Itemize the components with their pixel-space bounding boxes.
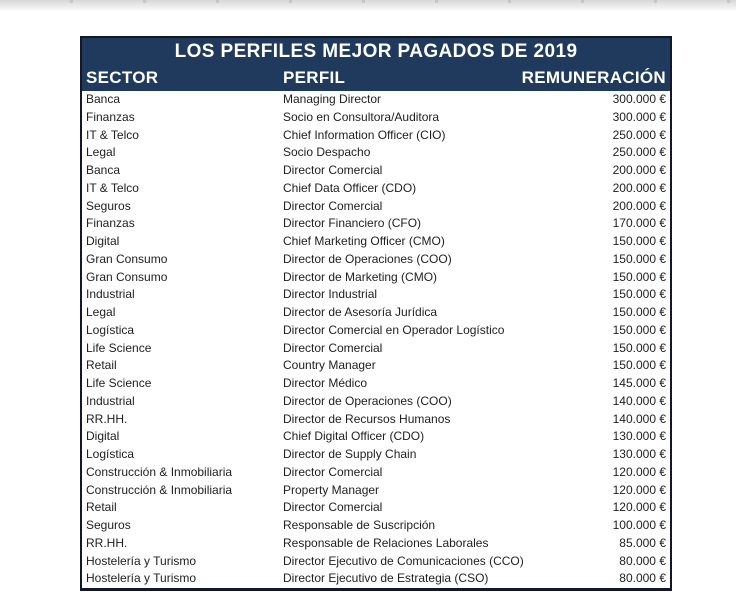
sector-cell: Logística [86,322,135,337]
perfil-cell: Country Manager [283,358,376,373]
perfil-cell: Director de Recursos Humanos [283,411,451,426]
table-row [82,198,670,216]
perfil-cell: Director Ejecutivo de Estrategia (CSO) [283,571,489,586]
perfil-cell: Chief Information Officer (CIO) [283,127,446,142]
remuneration-cell: 85.000 € [619,535,666,550]
table-row [82,233,670,251]
remuneration-cell: 120.000 € [612,500,666,515]
remuneration-cell: 150.000 € [612,340,666,355]
sector-cell: Seguros [86,198,131,213]
remuneration-cell: 170.000 € [612,216,666,231]
perfil-cell: Property Manager [283,482,380,497]
table-row [82,446,670,464]
perfil-cell: Director Financiero (CFO) [283,216,422,231]
perfil-cell: Socio Despacho [283,145,371,160]
remuneration-cell: 130.000 € [612,429,666,444]
table-row [82,162,670,180]
sector-cell: IT & Telco [86,180,139,195]
table-row [82,109,670,127]
perfil-cell: Chief Digital Officer (CDO) [283,429,425,444]
table-row [82,127,670,145]
sector-cell: Finanzas [86,109,135,124]
sector-cell: Life Science [86,376,152,390]
sector-cell: Retail [86,358,117,373]
remuneration-cell: 250.000 € [612,127,666,142]
remuneration-cell: 120.000 € [612,464,666,479]
remuneration-cell: 100.000 € [612,518,666,532]
sector-cell: Gran Consumo [86,269,168,284]
perfil-cell: Managing Director [283,92,382,106]
sector-cell: Seguros [86,518,131,532]
remuneration-cell: 80.000 € [619,571,666,586]
table-row [82,144,670,162]
table-row [82,251,670,269]
table-row [82,517,670,535]
perfil-cell: Director de Operaciones (COO) [283,251,452,266]
sector-cell: Industrial [86,393,135,408]
salary-table [80,36,672,591]
remuneration-cell: 200.000 € [612,180,666,195]
remuneration-cell: 150.000 € [612,269,666,284]
table-row [82,464,670,482]
sector-cell: Legal [86,145,116,160]
sector-cell: Logística [86,447,135,461]
table-row [82,322,670,340]
sector-cell: Banca [86,92,121,106]
perfil-cell: Director de Marketing (CMO) [283,269,438,284]
remuneration-cell: 140.000 € [612,411,666,426]
perfil-cell: Director Comercial en Operador Logístico [283,322,505,337]
perfil-cell: Director Comercial [283,500,383,515]
sector-cell: Construcción & Inmobiliaria [86,464,233,479]
sector-cell: Banca [86,163,121,177]
sector-cell: Industrial [86,287,135,302]
table-row [82,411,670,429]
table-row [82,375,670,393]
perfil-cell: Chief Data Officer (CDO) [283,180,417,195]
sector-cell: Digital [86,234,120,248]
remuneration-cell: 145.000 € [612,376,666,390]
remuneration-cell: 150.000 € [612,234,666,248]
perfil-cell: Director Médico [283,376,368,390]
sector-cell: Gran Consumo [86,251,168,266]
table-row [82,428,670,446]
sector-cell: RR.HH. [86,411,128,426]
remuneration-cell: 150.000 € [612,305,666,319]
perfil-cell: Responsable de Suscripción [283,518,436,532]
perfil-cell: Director Comercial [283,198,383,213]
perfil-cell: Director Comercial [283,163,383,177]
table-row [82,215,670,233]
remuneration-cell: 200.000 € [612,163,666,177]
column-header-perfil: PERFIL [283,67,346,87]
remuneration-cell: 150.000 € [612,322,666,337]
remuneration-cell: 150.000 € [612,358,666,373]
table-row [82,91,670,109]
perfil-cell: Chief Marketing Officer (CMO) [283,234,445,248]
table-row [82,180,670,198]
remuneration-cell: 150.000 € [612,287,666,302]
table-row [82,535,670,553]
table-row [82,340,670,358]
table-row [82,286,670,304]
perfil-cell: Director de Asesoría Jurídica [283,305,438,319]
sector-cell: Construcción & Inmobiliaria [86,482,233,497]
table-row [82,304,670,322]
perfil-cell: Director Comercial [283,464,383,479]
sector-cell: Hostelería y Turismo [86,553,197,568]
remuneration-cell: 200.000 € [612,198,666,213]
remuneration-cell: 150.000 € [612,251,666,266]
table-row [82,357,670,375]
sector-cell: Life Science [86,340,152,355]
sector-cell: Hostelería y Turismo [86,571,197,586]
sector-cell: Digital [86,429,120,444]
sector-cell: Retail [86,500,117,515]
table-body [82,91,670,588]
column-header-sector: SECTOR [86,67,159,87]
column-header-remuneracion: REMUNERACIÓN [521,67,666,87]
remuneration-cell: 300.000 € [612,109,666,124]
remuneration-cell: 250.000 € [612,145,666,160]
perfil-cell: Director Comercial [283,340,383,355]
sector-cell: IT & Telco [86,127,139,142]
remuneration-cell: 120.000 € [612,482,666,497]
table-row [82,570,670,588]
remuneration-cell: 80.000 € [619,553,666,568]
perfil-cell: Director de Supply Chain [283,447,417,461]
sector-cell: Finanzas [86,216,135,231]
perfil-cell: Responsable de Relaciones Laborales [283,535,489,550]
table-row [82,269,670,287]
table-row [82,393,670,411]
sector-cell: RR.HH. [86,535,128,550]
table-header-row [82,64,670,91]
table-row [82,553,670,571]
remuneration-cell: 140.000 € [612,393,666,408]
table-title: LOS PERFILES MEJOR PAGADOS DE 2019 [82,38,670,64]
perfil-cell: Director Ejecutivo de Comunicaciones (CCO) [283,553,524,568]
sector-cell: Legal [86,305,116,319]
perfil-cell: Director de Operaciones (COO) [283,393,452,408]
toolbar-shadow-strip [0,0,736,12]
remuneration-cell: 300.000 € [612,92,666,106]
table-row [82,482,670,500]
table-row [82,499,670,517]
perfil-cell: Socio en Consultora/Auditora [283,109,440,124]
remuneration-cell: 130.000 € [612,447,666,461]
perfil-cell: Director Industrial [283,287,378,302]
